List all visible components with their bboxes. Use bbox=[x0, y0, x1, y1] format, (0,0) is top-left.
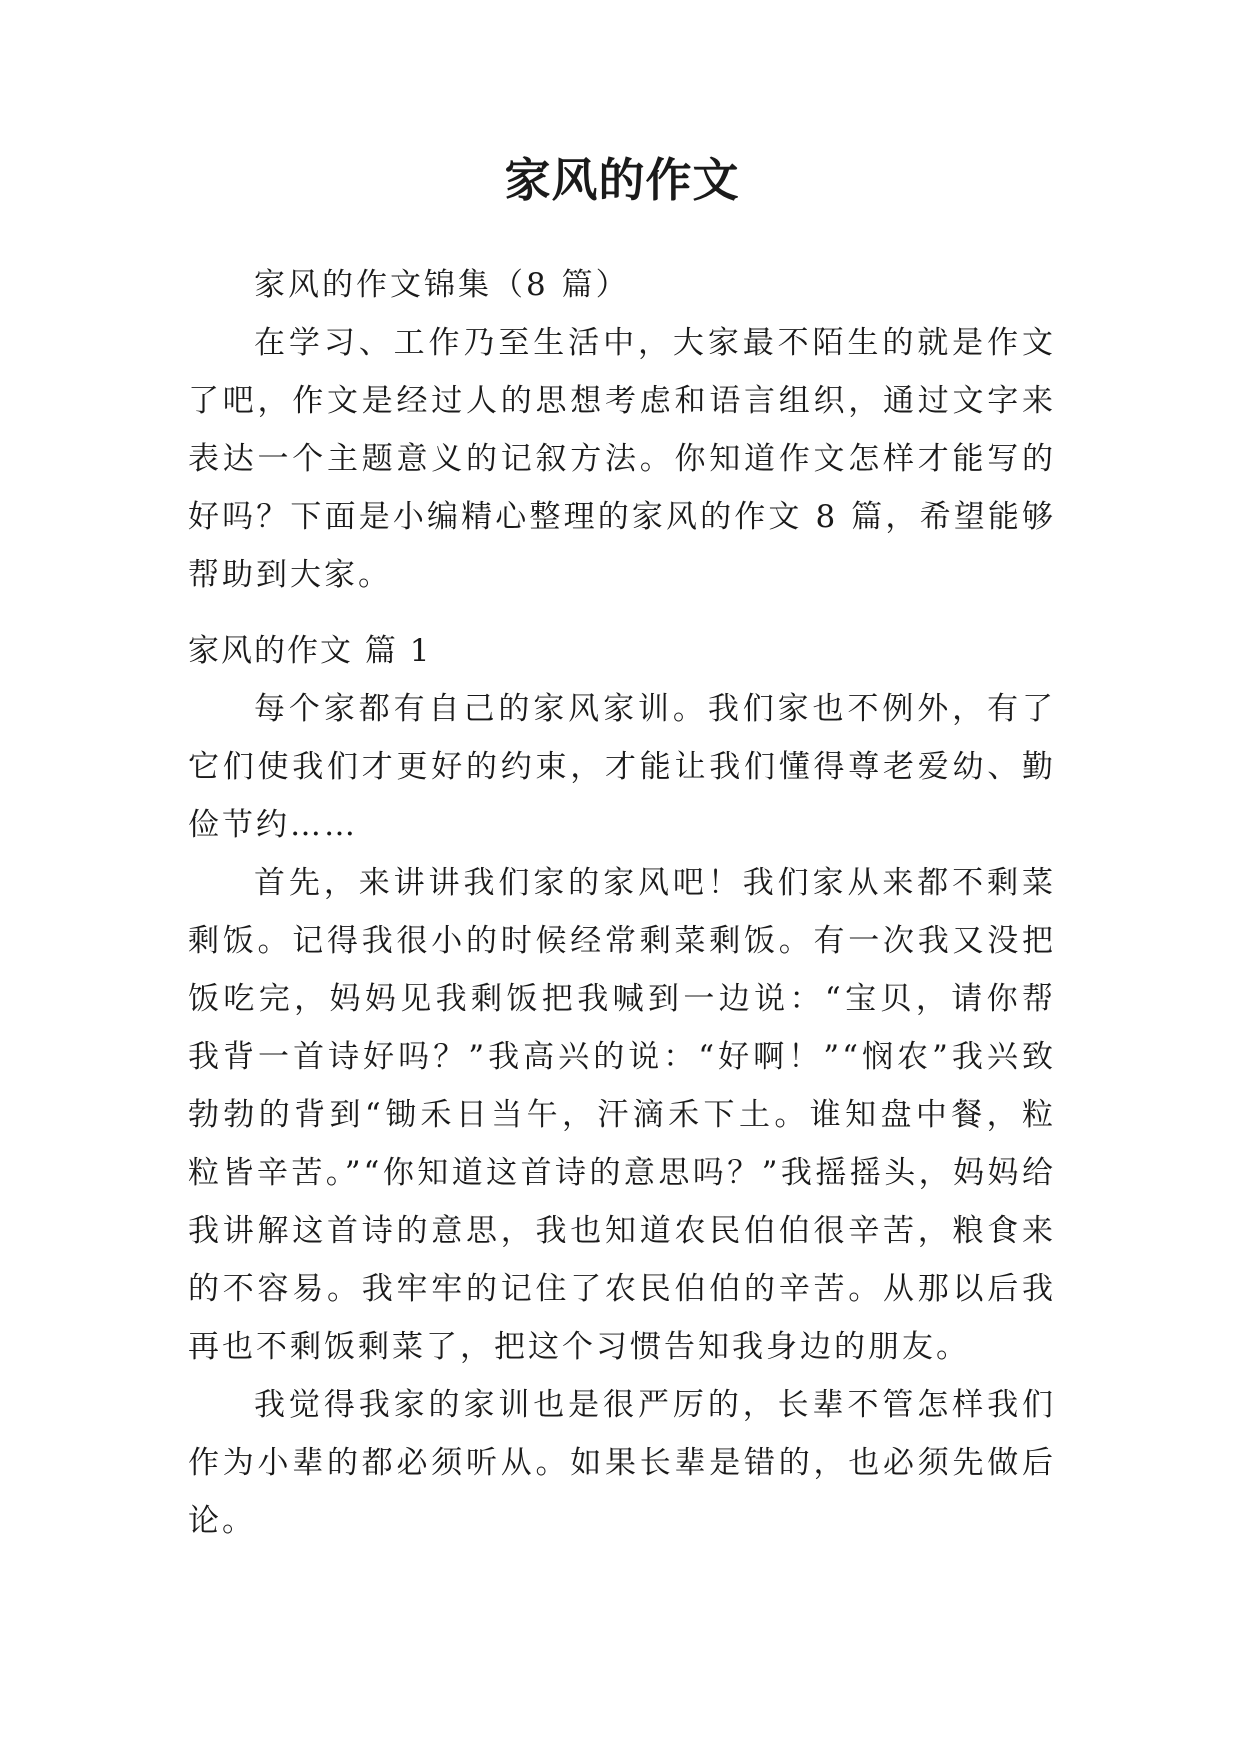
intro-paragraph: 在学习、工作乃至生活中，大家最不陌生的就是作文了吧，作文是经过人的思想考虑和语言组织，通过文字来表达一个主题意义的记叙方法。你知道作文怎样才能写的好吗？下面是小编精心整理的家风的作文 8 篇，希望能够帮助到大家。 bbox=[188, 325, 1056, 593]
intro-heading: 家风的作文锦集（8 篇） bbox=[254, 267, 630, 303]
essay-paragraph-2: 首先，来讲讲我们家的家风吧！我们家从来都不剩菜剩饭。记得我很小的时候经常剩菜剩饭。有一次我又没把饭吃完，妈妈见我剩饭把我喊到一边说：“宝贝，请你帮我背一首诗好吗？”我高兴的说：“好啊！”“悯农”我兴致勃勃的背到“锄禾日当午，汗滴禾下土。谁知盘中餐，粒粒皆辛苦。”“你知道这首诗的意思吗？”我摇摇头，妈妈给我讲解这首诗的意思，我也知道农民伯伯很辛苦，粮食来的不容易。我牢牢的记住了农民伯伯的辛苦。从那以后我再也不剩饭剩菜了，把这个习惯告知我身边的朋友。 bbox=[188, 865, 1056, 1365]
essay-paragraph-1: 每个家都有自己的家风家训。我们家也不例外，有了它们使我们才更好的约束，才能让我们懂得尊老爱幼、勤俭节约…… bbox=[188, 691, 1056, 843]
essay-body bbox=[188, 680, 1056, 1550]
essay-paragraph-3: 我觉得我家的家训也是很严厉的，长辈不管怎样我们作为小辈的都必须听从。如果长辈是错的，也必须先做后论。 bbox=[188, 1387, 1056, 1539]
section-heading: 家风的作文 篇 1 bbox=[188, 633, 432, 669]
intro-section bbox=[188, 256, 1056, 604]
document-title: 家风的作文 bbox=[504, 153, 740, 207]
